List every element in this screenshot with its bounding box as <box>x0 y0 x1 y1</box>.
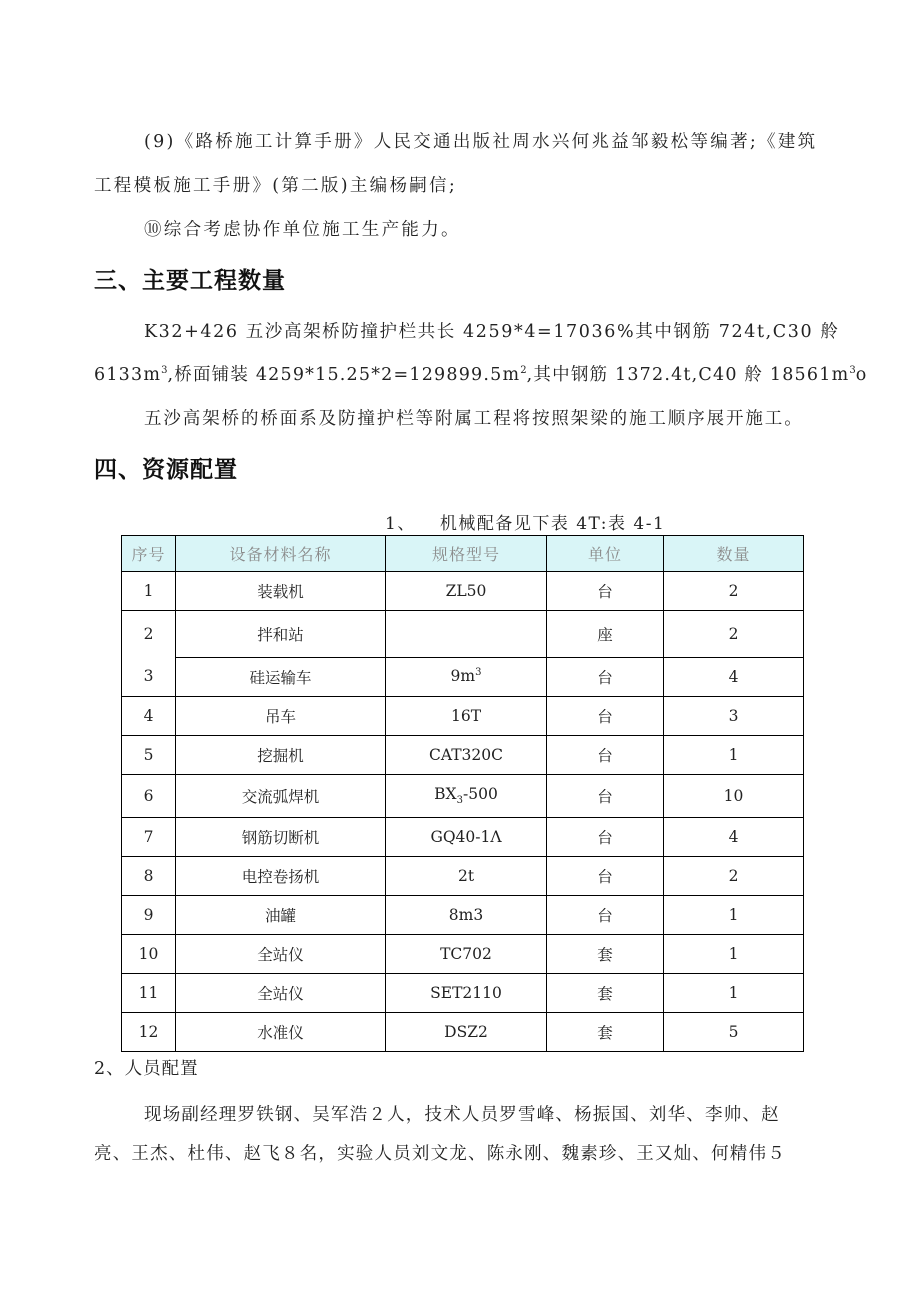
table-row <box>122 934 804 973</box>
cell-no: 11 <box>122 973 176 1012</box>
cell-unit: 台 <box>547 856 664 895</box>
personnel-line-2: 亮、王杰、杜伟、赵飞８名，实验人员刘文龙、陈永刚、魏素珍、王又灿、何精伟５ <box>94 1144 786 1164</box>
reference-9-line-2: 工程模板施工手册》(第二版)主编杨嗣信; <box>94 176 458 196</box>
cell-qty: 4 <box>664 657 804 696</box>
cell-spec <box>386 611 547 658</box>
cell-unit: 台 <box>547 657 664 696</box>
cell-unit: 台 <box>547 895 664 934</box>
personnel-line-1: 现场副经理罗铁钢、吴军浩２人，技术人员罗雪峰、杨振国、刘华、李帅、赵 <box>144 1105 780 1125</box>
table-row <box>122 817 804 856</box>
quantity-line-3: 五沙高架桥的桥面系及防撞护栏等附属工程将按照架梁的施工顺序展开施工。 <box>144 409 804 429</box>
cell-name: 拌和站 <box>176 611 386 658</box>
cell-qty: 1 <box>664 973 804 1012</box>
table-row <box>122 1012 804 1051</box>
cell-qty: 2 <box>664 611 804 658</box>
cell-name: 全站仪 <box>176 934 386 973</box>
cell-spec: TC702 <box>386 934 547 973</box>
equipment-table <box>121 535 804 1052</box>
table-caption: 1、 机械配备见下表 4T:表 4-1 <box>385 514 666 534</box>
cell-qty: 1 <box>664 934 804 973</box>
header-qty: 数量 <box>664 536 804 572</box>
table-row <box>122 611 804 658</box>
cell-no: 3 <box>122 657 176 696</box>
cell-no: 10 <box>122 934 176 973</box>
cell-name: 水准仪 <box>176 1012 386 1051</box>
cell-no: 6 <box>122 774 176 817</box>
cell-spec: DSZ2 <box>386 1012 547 1051</box>
cell-unit: 套 <box>547 973 664 1012</box>
table-row <box>122 657 804 696</box>
cell-spec: 16T <box>386 696 547 735</box>
cell-no: 7 <box>122 817 176 856</box>
cell-qty: 1 <box>664 895 804 934</box>
cell-no: 5 <box>122 735 176 774</box>
cell-unit: 台 <box>547 817 664 856</box>
quantity-line-1: K32+426 五沙高架桥防撞护栏共长 4259*4=17036%其中钢筋 724t,C30 舲 <box>144 322 840 342</box>
table-row <box>122 774 804 817</box>
cell-name: 油罐 <box>176 895 386 934</box>
cell-spec: 2t <box>386 856 547 895</box>
section-3-heading: 三、主要工程数量 <box>94 268 286 294</box>
table-header-row <box>122 536 804 572</box>
cell-qty: 5 <box>664 1012 804 1051</box>
cell-name: 全站仪 <box>176 973 386 1012</box>
cell-no: 4 <box>122 696 176 735</box>
cell-unit: 台 <box>547 774 664 817</box>
header-unit: 单位 <box>547 536 664 572</box>
table-row <box>122 572 804 611</box>
cell-spec: $9m^3$ <box>386 657 547 696</box>
table-row <box>122 735 804 774</box>
cell-unit: 台 <box>547 696 664 735</box>
cell-unit: 套 <box>547 1012 664 1051</box>
cell-unit: 台 <box>547 572 664 611</box>
cell-spec: ZL50 <box>386 572 547 611</box>
cell-name: 挖掘机 <box>176 735 386 774</box>
cell-no: 9 <box>122 895 176 934</box>
cell-spec: $BX_3-500$ <box>386 774 547 817</box>
cell-no: 8 <box>122 856 176 895</box>
cell-qty: 2 <box>664 572 804 611</box>
cell-spec: GQ40-1Λ <box>386 817 547 856</box>
cell-spec: CAT320C <box>386 735 547 774</box>
personnel-heading: 2、人员配置 <box>94 1059 199 1079</box>
cell-qty: 3 <box>664 696 804 735</box>
reference-9-line-1: (9)《路桥施工计算手册》人民交通出版社周水兴何兆益邹毅松等编著;《建筑 <box>144 132 818 152</box>
header-name: 设备材料名称 <box>176 536 386 572</box>
cell-name: 钢筋切断机 <box>176 817 386 856</box>
cell-name: 电控卷扬机 <box>176 856 386 895</box>
section-4-heading: 四、资源配置 <box>94 457 238 483</box>
cell-unit: 座 <box>547 611 664 658</box>
cell-unit: 套 <box>547 934 664 973</box>
quantity-line-2: $6133m^3$,桥面铺装 $4259*15.25*2=129899.5m^2$,其中钢筋 1372.4t,C40 舲 $18561m^3o$ <box>94 365 868 385</box>
cell-qty: 2 <box>664 856 804 895</box>
header-no: 序号 <box>122 536 176 572</box>
cell-no: 12 <box>122 1012 176 1051</box>
cell-spec: SET2110 <box>386 973 547 1012</box>
cell-no: 2 <box>122 611 176 658</box>
cell-name: 装载机 <box>176 572 386 611</box>
cell-qty: 4 <box>664 817 804 856</box>
table-row <box>122 856 804 895</box>
cell-spec: 8m3 <box>386 895 547 934</box>
table-row <box>122 895 804 934</box>
cell-name: 吊车 <box>176 696 386 735</box>
cell-unit: 台 <box>547 735 664 774</box>
cell-no: 1 <box>122 572 176 611</box>
cell-name: 硅运输车 <box>176 657 386 696</box>
header-spec: 规格型号 <box>386 536 547 572</box>
table-row <box>122 696 804 735</box>
cell-qty: 10 <box>664 774 804 817</box>
cell-qty: 1 <box>664 735 804 774</box>
table-row <box>122 973 804 1012</box>
reference-10: ⑩综合考虑协作单位施工生产能力。 <box>144 220 461 240</box>
cell-name: 交流弧焊机 <box>176 774 386 817</box>
